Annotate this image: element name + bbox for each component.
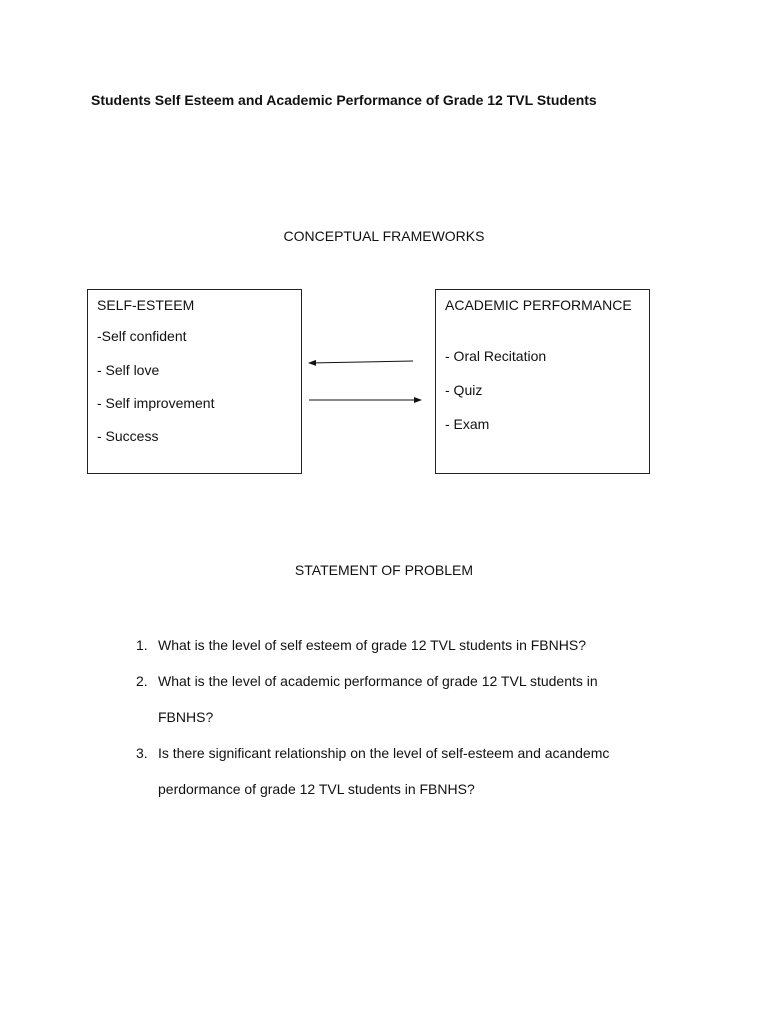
self-esteem-item: -Self confident (97, 328, 187, 344)
problem-list (136, 627, 696, 807)
document-title: Students Self Esteem and Academic Performance of Grade 12 TVL Students (91, 92, 597, 108)
academic-performance-item: - Exam (445, 416, 490, 432)
problem-text: What is the level of academic performance of grade 12 TVL students in (158, 673, 598, 689)
self-esteem-item: - Self love (97, 362, 160, 378)
problem-item (136, 735, 696, 807)
left-pointing-arrow (309, 361, 413, 363)
problem-number: 2. (136, 673, 148, 689)
problem-text: What is the level of self esteem of grade 12 TVL students in FBNHS? (158, 637, 586, 653)
academic-performance-box-title: ACADEMIC PERFORMANCE (445, 297, 632, 313)
problem-heading: STATEMENT OF PROBLEM (294, 562, 474, 578)
problem-item (136, 627, 696, 663)
framework-heading: CONCEPTUAL FRAMEWORKS (283, 228, 485, 244)
problem-text: Is there significant relationship on the level of self-esteem and acandemc (158, 745, 610, 761)
self-esteem-box (87, 289, 302, 474)
bidirectional-arrows (300, 350, 430, 410)
problem-number: 1. (136, 637, 148, 653)
academic-performance-box (435, 289, 650, 474)
problem-text: perdormance of grade 12 TVL students in FBNHS? (158, 781, 475, 797)
problem-text: FBNHS? (158, 709, 214, 725)
problem-item (136, 663, 696, 735)
problem-number: 3. (136, 745, 148, 761)
self-esteem-item: - Self improvement (97, 395, 215, 411)
academic-performance-item: - Quiz (445, 382, 483, 398)
self-esteem-item: - Success (97, 428, 159, 444)
self-esteem-box-title: SELF-ESTEEM (97, 297, 195, 313)
academic-performance-item: - Oral Recitation (445, 348, 547, 364)
